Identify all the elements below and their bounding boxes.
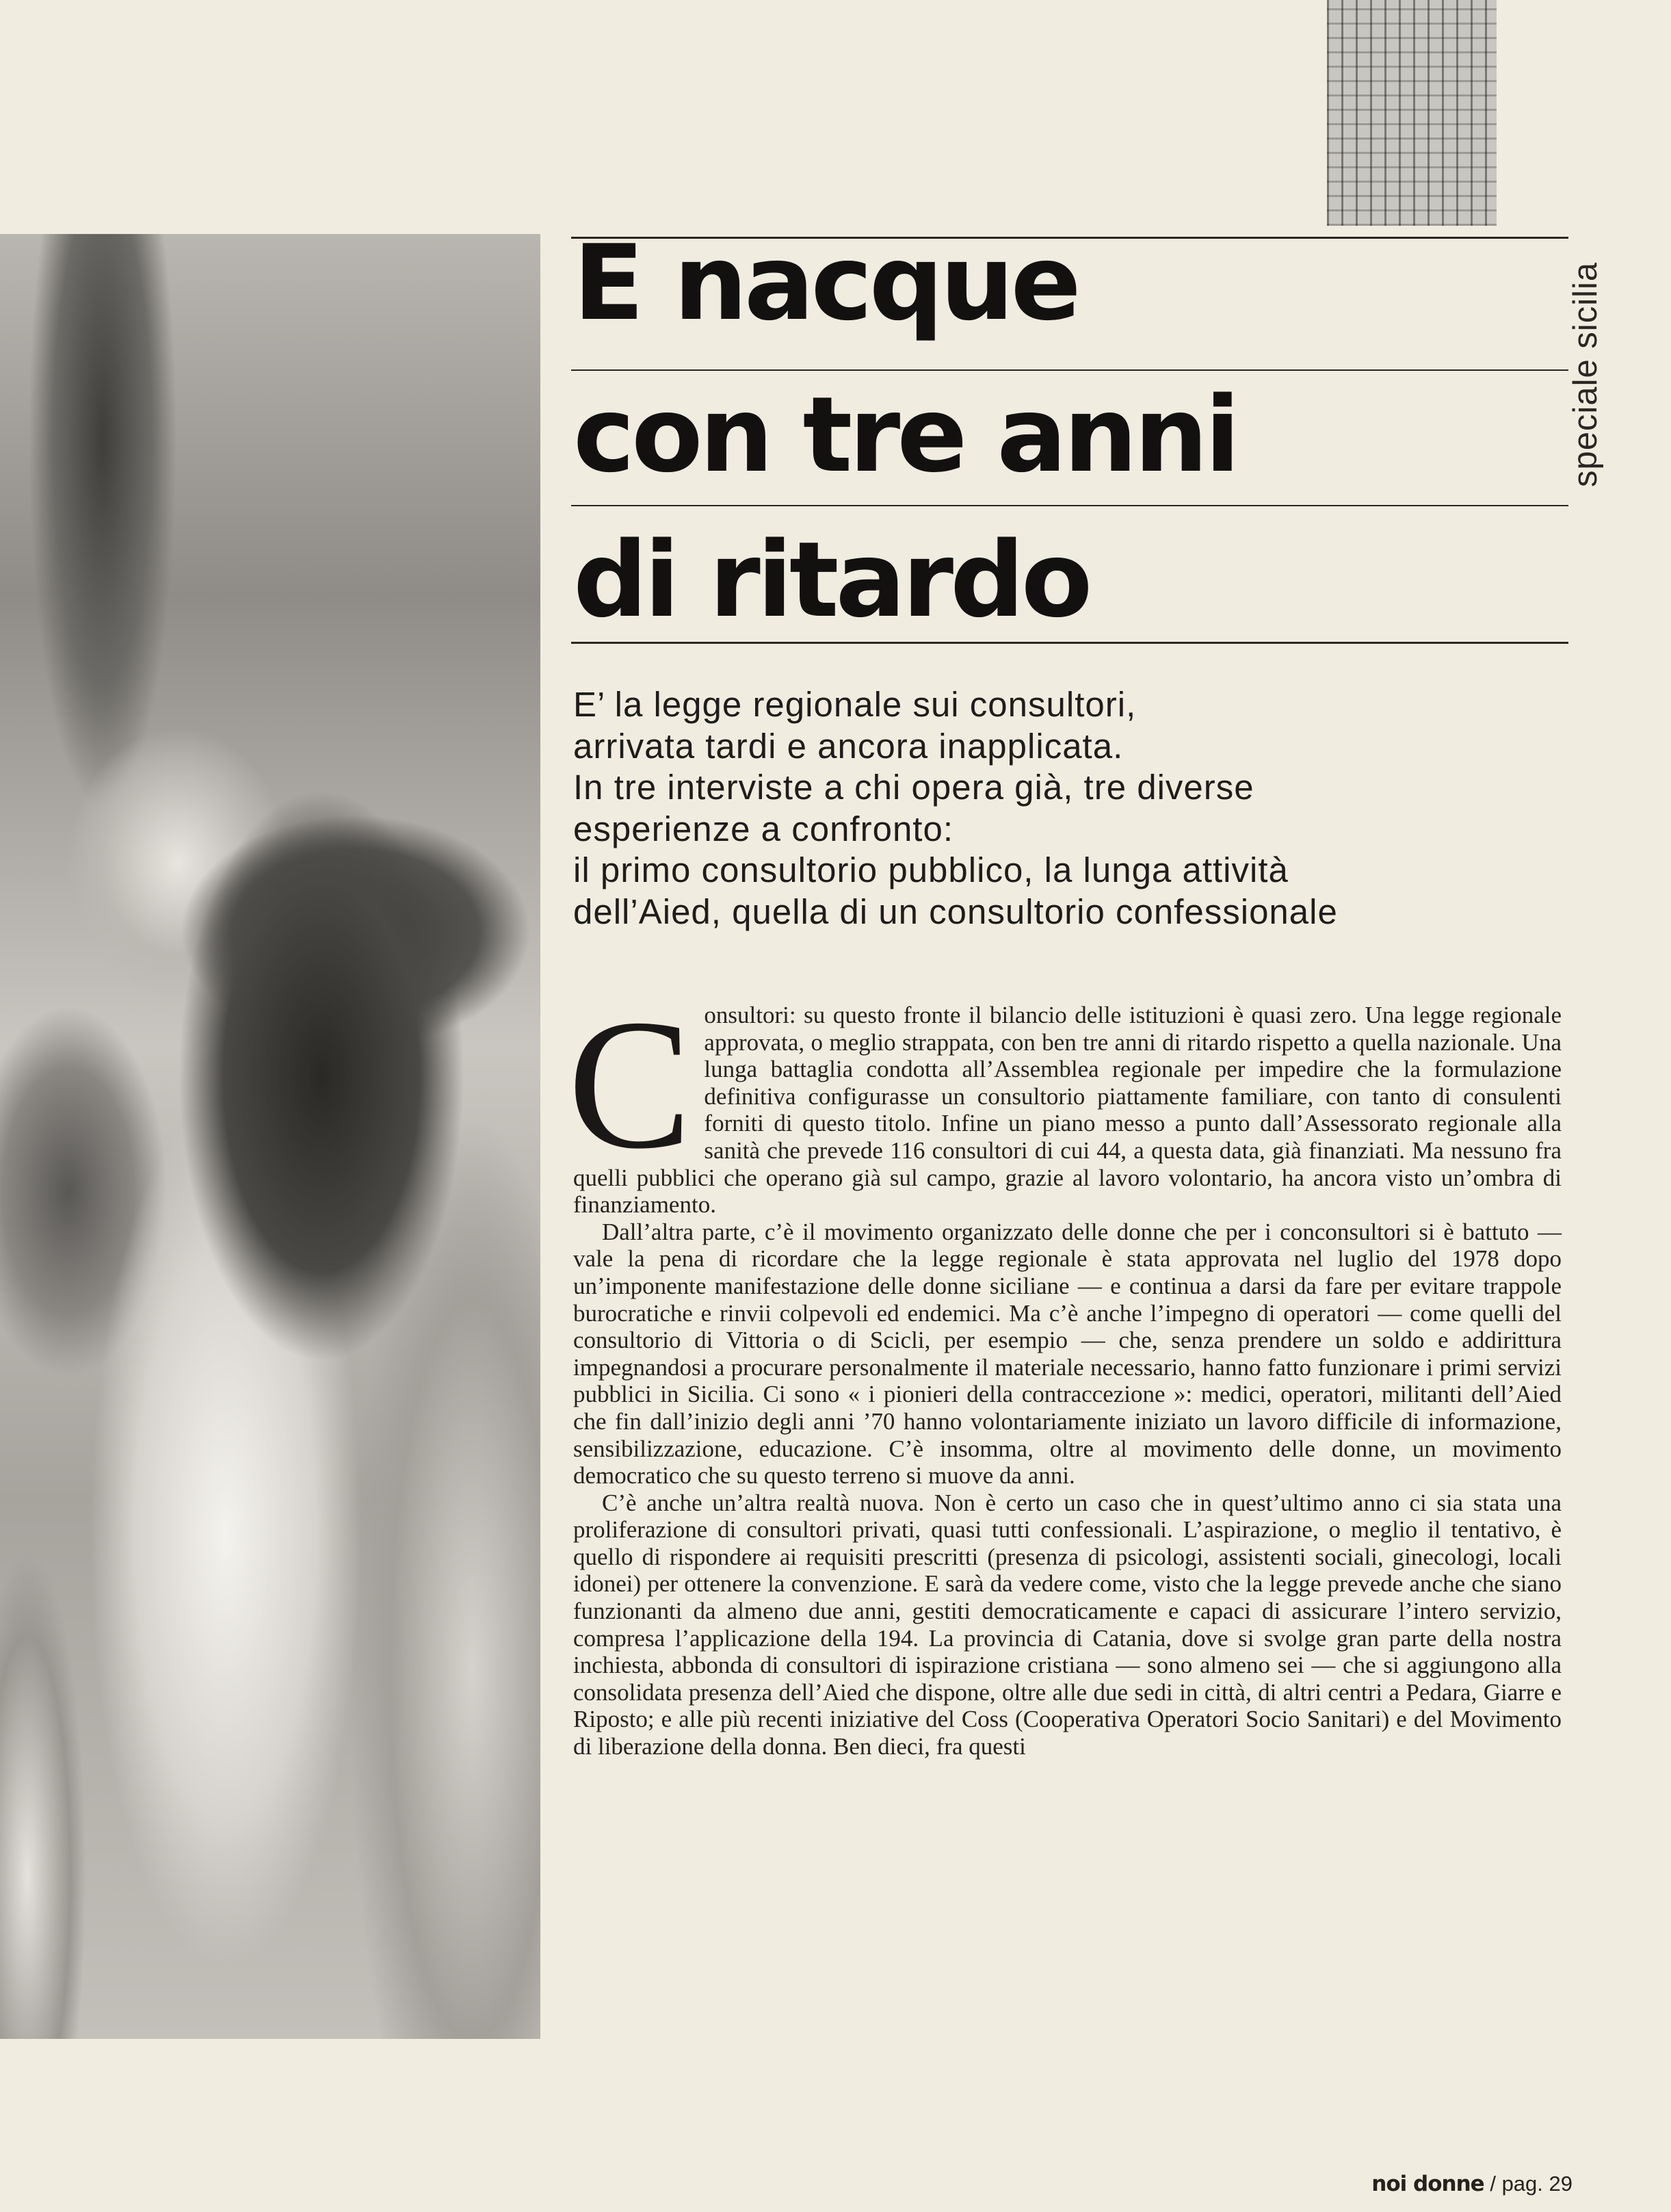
italy-map-icon <box>1327 0 1497 226</box>
crowd-photo <box>0 234 540 2039</box>
subhead-line: E’ la legge regionale sui consultori, <box>573 685 1137 724</box>
headline-line-2: con tre anni <box>573 374 1237 495</box>
title-rule-1 <box>571 369 1568 371</box>
subhead-line: esperienze a confronto: <box>573 809 954 848</box>
article-body <box>568 981 1562 1760</box>
title-rule-bottom <box>571 642 1568 644</box>
subhead-line: In tre interviste a chi opera già, tre diverse <box>573 768 1254 807</box>
section-tag: speciale sicilia <box>1567 261 1604 487</box>
footer-separator: / <box>1490 2172 1496 2196</box>
page-number: pag. 29 <box>1501 2172 1573 2196</box>
paragraph-3: C’è anche un’altra realtà nuova. Non è certo un caso che in quest’ultimo anno ci sia stata una proliferazione di consultori privati, quasi tutti confessionali. L’aspirazione, o meglio il tentativo, è quello di rispondere ai requisiti prescritti (presenza di psicologi, assistenti sociali, ginecologi, locali idonei) per ottenere la convenzione. E sarà da vedere come, visto che la legge prevede anche che siano funzionanti da almeno due anni, gestiti democraticamente e capaci di assicurare l’intero servizio, compresa l’applicazione della 194. La provincia di Catania, dove si svolge gran parte della nostra inchiesta, abbonda di consultori di ispirazione cristiana — sono almeno sei — che si aggiungono alla consolidata presenza dell’Aied che dispone, oltre alle due sedi in città, di altri centri a Pedara, Giarre e Riposto; e alle più recenti iniziative del Coss (Cooperativa Operatori Socio Sanitari) e del Movimento di liberazione della donna. Ben dieci, fra questi <box>573 1489 1562 1760</box>
drop-cap: C <box>568 981 692 1187</box>
headline-line-1: E nacque <box>573 222 1078 343</box>
headline-line-3: di ritardo <box>573 519 1090 640</box>
title-rule-2 <box>571 505 1568 506</box>
magazine-name: noi donne <box>1371 2172 1484 2196</box>
subhead-line: il primo consultorio pubblico, la lunga attività <box>573 850 1289 889</box>
page-footer <box>1371 2172 1573 2196</box>
paragraph-1 <box>568 981 1562 1219</box>
subhead <box>573 684 1531 933</box>
paragraph-2: Dall’altra parte, c’è il movimento organizzato delle donne che per i conconsultori si è battuto — vale la pena di ricordare che la legge regionale è stata approvata nel luglio del 1978 dopo un’imponente manifestazione delle donne siciliane — e continua a darsi da fare per evitare trappole burocratiche e rinvii colpevoli ed endemici. Ma c’è anche l’impegno di operatori — come quelli del consultorio di Vittoria o di Scicli, per esempio — che, senza prendere un soldo e addirittura impegnandosi a procurare personalmente il materiale necessario, hanno fatto funzionare i primi servizi pubblici in Sicilia. Ci sono « i pionieri della contraccezione »: medici, operatori, militanti dell’Aied che fin dall’inizio degli anni ’70 hanno volontariamente iniziato un lavoro difficile di informazione, sensibilizzazione, educazione. C’è insomma, oltre al movimento delle donne, un movimento democratico che su questo terreno si muove da anni. <box>573 1218 1562 1489</box>
subhead-line: arrivata tardi e ancora inapplicata. <box>573 726 1124 766</box>
subhead-line: dell’Aied, quella di un consultorio confessionale <box>573 892 1338 931</box>
paragraph-1-text: onsultori: su questo fronte il bilancio delle istituzioni è quasi zero. Una legge regionale approvata, o meglio strappata, con ben tre anni di ritardo rispetto a quella nazionale. Una lunga battaglia condotta all’Assemblea regionale per impedire che la formulazione definitiva configurasse un consultorio piattamente familiare, con tanto di consulenti forniti di questo titolo. Infine un piano messo a punto dall’Assessorato regionale alla sanità che prevede 116 consultori di cui 44, a questa data, già finanziati. Ma nessuno fra quelli pubblici che operano già sul campo, grazie al lavoro volontario, ha ancora visto un’ombra di finanziamento. <box>573 1002 1562 1219</box>
